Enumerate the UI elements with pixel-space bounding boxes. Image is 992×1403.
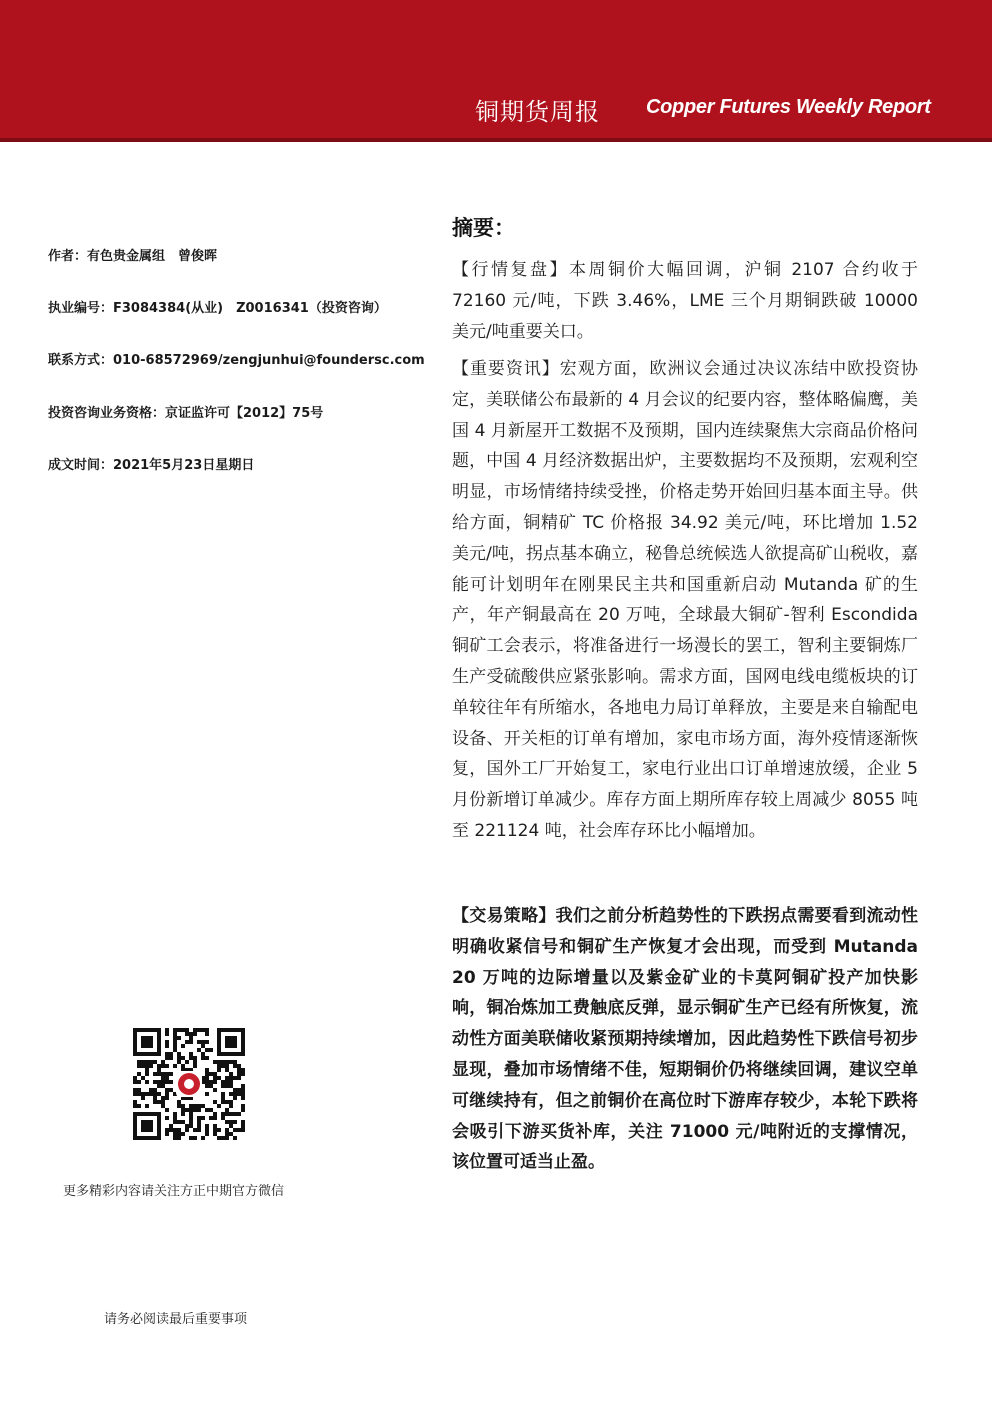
contact-info: 联系方式：010-68572969/zengjunhui@foundersc.com [48,353,425,368]
disclaimer-note: 请务必阅读最后重要事项 [104,1312,248,1327]
author-info: 作者：有色贵金属组 曾俊晖 [48,249,218,264]
trading-strategy-paragraph: 【交易策略】我们之前分析趋势性的下跌拐点需要看到流动性明确收紧信号和铜矿生产恢复才会出现，而受到 Mutanda 20 万吨的边际增量以及紫金矿业的卡莫阿铜矿投产加快影响，铜冶炼加工费触底反弹，显示铜矿生产已经有所恢复，流动性方面美联储收紧预期持续增加，因此趋势性下跌信号初步显现，叠加市场情绪不佳，短期铜价仍将继续回调，建议空单可继续持有，但之前铜价在高位时下游库存较少，本轮下跌将会吸引下游买货补库，关注 71000 元/吨附近的支撑情况，该位置可适当止盈。 [452,906,918,1173]
publish-date: 成文时间：2021年5月23日星期日 [48,458,255,473]
key-news-paragraph: 【重要资讯】宏观方面，欧洲议会通过决议冻结中欧投资协定，美联储公布最新的 4 月会议的纪要内容，整体略偏鹰，美国 4 月新屋开工数据不及预期，国内连续聚焦大宗商品价格问题，中国 4 月经济数据出炉，主要数据均不及预期，宏观利空明显，市场情绪持续受挫，价格走势开始回归基本面主导。供给方面，铜精矿 TC 价格报 34.92 美元/吨，环比增加 1.52 美元/吨，拐点基本确立，秘鲁总统候选人欲提高矿山税收，嘉能可计划明年在刚果民主共和国重新启动 Mutanda 矿的生产，年产铜最高在 20 万吨，全球最大铜矿-智利 Escondida 铜矿工会表示，将准备进行一场漫长的罢工，智利主要铜炼厂生产受硫酸供应紧张影响。需求方面，国网电线电缆板块的订单较往年有所缩水，各地电力局订单释放，主要是来自输配电设备、开关柜的订单有增加，家电市场方面，海外疫情逐渐恢复，国外工厂开始复工，家电行业出口订单增速放缓，企业 5 月份新增订单减少。库存方面上期所库存较上周减少 8055 吨至 221124 吨，社会库存环比小幅增加。 [452,359,918,841]
wechat-qr-code [133,1028,245,1140]
header-divider [0,138,992,142]
report-title-en: Copper Futures Weekly Report [646,96,931,118]
market-review-paragraph: 【行情复盘】本周铜价大幅回调，沪铜 2107 合约收于 72160 元/吨，下跌 3.46%，LME 三个月期铜跌破 10000 美元/吨重要关口。 [452,260,918,342]
summary-title: 摘要： [452,216,515,240]
report-title-cn: 铜期货周报 [475,98,600,126]
qr-caption: 更多精彩内容请关注方正中期官方微信 [63,1184,285,1199]
qualification-info: 投资咨询业务资格：京证监许可【2012】75号 [48,406,324,421]
license-info: 执业编号：F3084384(从业) Z0016341（投资咨询） [48,301,387,316]
